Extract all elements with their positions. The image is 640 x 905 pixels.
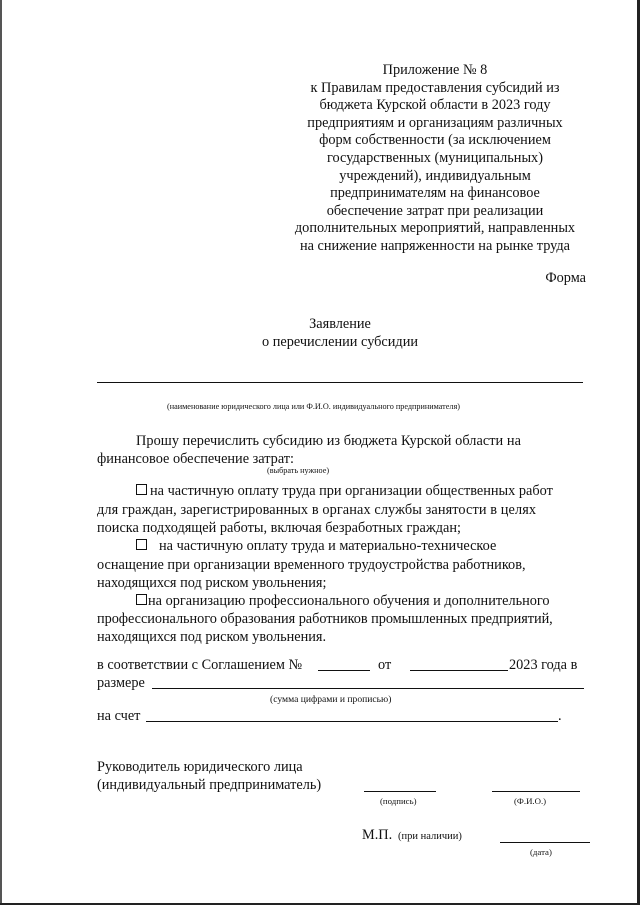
date-caption: (дата) — [530, 847, 552, 857]
choose-note: (выбрать нужное) — [267, 466, 330, 475]
account-field[interactable] — [146, 721, 558, 722]
option-3-text: на организацию профессионального обучения и дополнительного — [148, 593, 550, 609]
option-2-text: на частичную оплату труда и материально-техническое — [159, 538, 497, 554]
agreement-from: от — [378, 657, 392, 673]
appendix-line: к Правилам предоставления субсидий из — [310, 79, 560, 96]
signature-title-2: (индивидуальный предприниматель) — [97, 777, 322, 793]
amount-caption: (сумма цифрами и прописью) — [270, 694, 392, 705]
form-label: Форма — [545, 270, 586, 286]
stamp-note: (при наличии) — [398, 831, 462, 842]
amount-label: размере — [97, 675, 145, 691]
appendix-header — [270, 62, 600, 256]
option-2-line-1 — [136, 537, 496, 556]
appendix-line: бюджета Курской области в 2023 году — [319, 97, 551, 114]
fio-field[interactable] — [492, 791, 580, 792]
appendix-line: дополнительных мероприятий, направленных — [294, 220, 576, 237]
appendix-line: обеспечение затрат при реализации — [326, 202, 544, 219]
appendix-line: предпринимателям на финансовое — [330, 185, 540, 202]
option-1-line-1 — [136, 482, 553, 501]
option-3-line-1 — [136, 592, 550, 611]
document-subtitle: о перечислении субсидии — [261, 334, 419, 350]
agreement-year: 2023 года в — [509, 657, 578, 673]
option-2-checkbox[interactable] — [136, 539, 147, 550]
applicant-caption: (наименование юридического лица или Ф.И.О. индивидуального предпринимателя) — [167, 402, 460, 411]
signature-title-1: Руководитель юридического лица — [97, 759, 303, 775]
option-1-checkbox[interactable] — [136, 484, 147, 495]
appendix-line: форм собственности (за исключением — [319, 132, 551, 149]
agreement-number-field[interactable] — [318, 670, 370, 671]
option-3-checkbox[interactable] — [136, 594, 147, 605]
signature-field[interactable] — [364, 791, 436, 792]
applicant-name-field[interactable] — [97, 382, 583, 383]
option-1-line-2: для граждан, зарегистрированных в органах службы занятости в целях — [97, 502, 537, 518]
option-1-text: на частичную оплату труда при организации общественных работ — [150, 483, 553, 499]
stamp-label: М.П. — [362, 827, 393, 843]
account-label: на счет — [97, 708, 141, 724]
appendix-line: Приложение № 8 — [382, 62, 488, 78]
date-field[interactable] — [500, 842, 590, 843]
amount-field[interactable] — [152, 688, 584, 689]
agreement-date-field[interactable] — [410, 670, 508, 671]
request-line-2: финансовое обеспечение затрат: — [97, 451, 295, 467]
fio-caption: (Ф.И.О.) — [514, 796, 547, 806]
agreement-prefix: в соответствии с Соглашением № — [97, 657, 303, 673]
appendix-line: учреждений), индивидуальным — [339, 167, 531, 184]
appendix-line: государственных (муниципальных) — [327, 149, 543, 166]
option-3-line-2: профессионального образования работников промышленных предприятий, — [97, 611, 553, 627]
page-edge-left — [0, 0, 2, 905]
option-2-line-2: оснащение при организации временного трудоустройства работников, — [97, 557, 526, 573]
request-line-1: Прошу перечислить субсидию из бюджета Курской области на — [136, 433, 521, 449]
appendix-line: на снижение напряженности на рынке труда — [299, 237, 571, 254]
option-2-line-3: находящихся под риском увольнения; — [97, 575, 327, 591]
document-title: Заявление — [309, 316, 371, 332]
signature-caption: (подпись) — [380, 796, 417, 806]
account-end: . — [558, 708, 562, 724]
appendix-line: предприятиям и организациям различных — [307, 114, 563, 131]
option-3-line-3: находящихся под риском увольнения. — [97, 629, 327, 645]
option-1-line-3: поиска подходящей работы, включая безработных граждан; — [97, 520, 461, 536]
